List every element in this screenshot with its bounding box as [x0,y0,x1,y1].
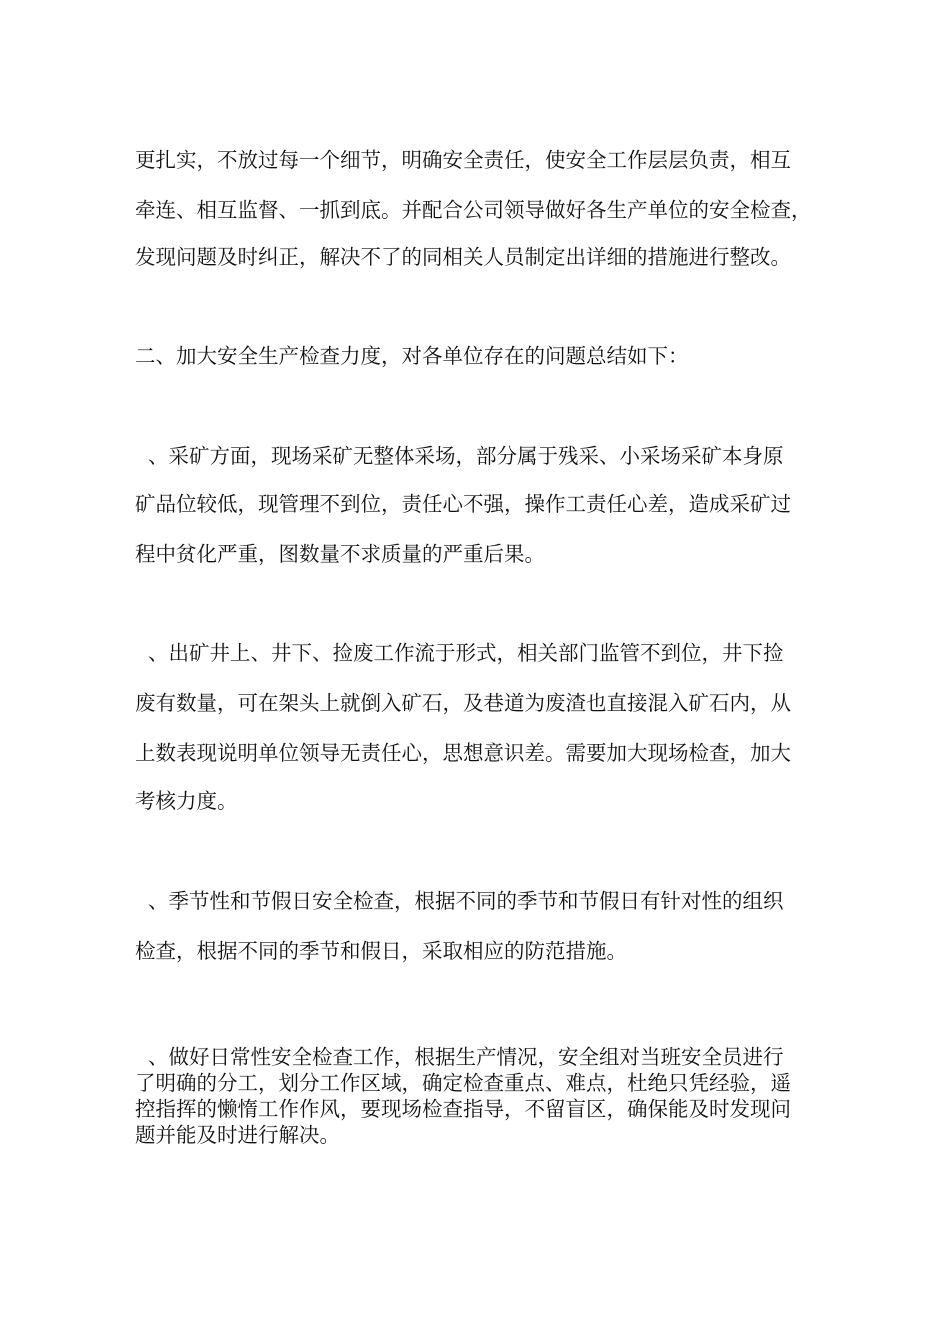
item3-line1: 、季节性和节假日安全检查，根据不同的季节和节假日有针对性的组织 [135,889,784,913]
item2-line4: 考核力度。 [135,789,238,813]
para1-line1: 更扎实，不放过每一个细节，明确安全责任，使安全工作层层负责，相互 [135,148,791,172]
item2-line2: 废有数量，可在架头上就倒入矿石，及巷道为废渣也直接混入矿石内，从 [135,691,791,715]
item2-line3: 上数表现说明单位领导无责任心，思想意识差。需要加大现场检查，加大 [135,741,791,765]
item4-line1: 、做好日常性安全检查工作，根据生产情况，安全组对当班安全员进行 [135,1045,784,1069]
item1-line1: 、采矿方面，现场采矿无整体采场，部分属于残采、小采场采矿本身原 [135,444,784,468]
item4-line2: 了明确的分工，划分工作区域，确定检查重点、难点，杜绝只凭经验，遥 [135,1071,791,1095]
section-heading-2: 二、加大安全生产检查力度，对各单位存在的问题总结如下： [135,344,689,368]
item1-line2: 矿品位较低，现管理不到位，责任心不强，操作工责任心差，造成采矿过 [135,492,791,516]
para1-line3: 发现问题及时纠正，解决不了的同相关人员制定出详细的措施进行整改。 [135,245,791,269]
item4-line3: 控指挥的懒惰工作作风，要现场检查指导，不留盲区，确保能及时发现问 [135,1097,791,1121]
item3-line2: 检查，根据不同的季节和假日，采取相应的防范措施。 [135,939,627,963]
item1-line3: 程中贫化严重，图数量不求质量的严重后果。 [135,542,545,566]
item4-line4: 题并能及时进行解决。 [135,1123,340,1147]
item2-line1: 、出矿井上、井下、捡废工作流于形式，相关部门监管不到位，井下捡 [135,641,784,665]
para1-line2: 牵连、相互监督、一抓到底。并配合公司领导做好各生产单位的安全检查， [135,198,812,222]
